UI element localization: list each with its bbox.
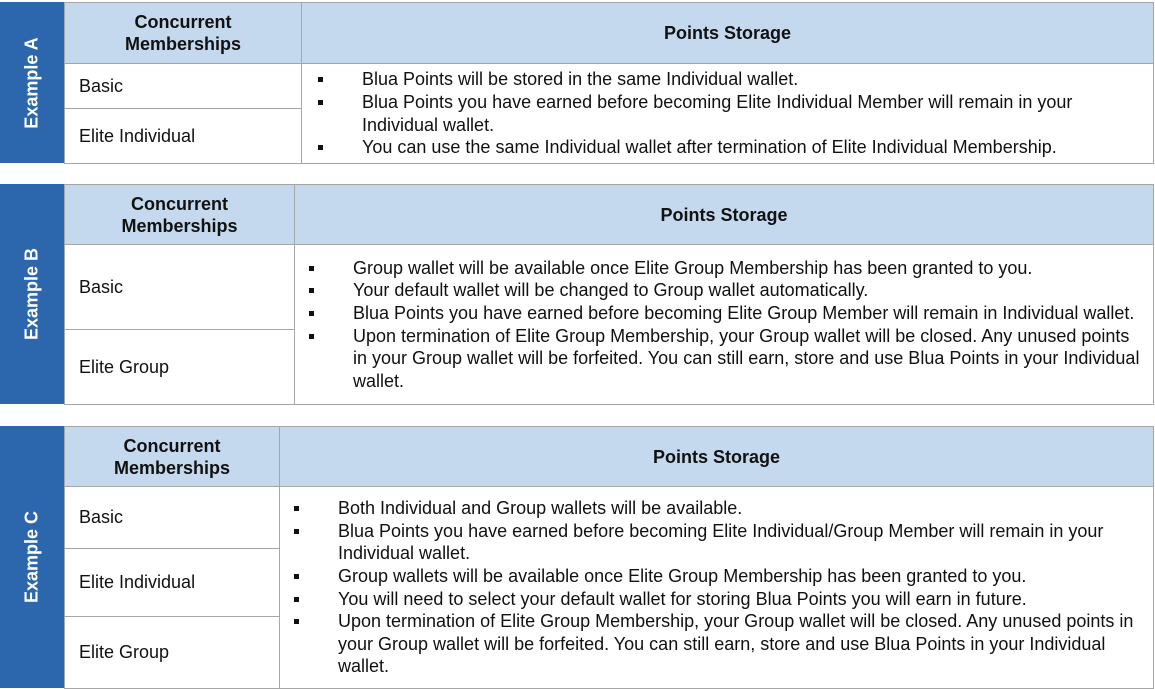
membership-cell: Elite Individual	[65, 549, 280, 617]
membership-cell: Basic	[65, 64, 302, 109]
example-b-side-label	[0, 184, 64, 404]
example-b-table	[64, 184, 1154, 405]
col-header-memberships: Concurrent Memberships	[65, 427, 280, 487]
list-item: Upon termination of Elite Group Membership, your Group wallet will be closed. Any unused points in your Group wallet will be forfeited. You can still earn, store and use Blua Points in your Individual wallet.	[338, 610, 1143, 678]
example-c-side-label	[0, 426, 64, 688]
col-header-storage: Points Storage	[302, 3, 1154, 64]
example-b-label: Example B	[21, 247, 42, 341]
list-item: Your default wallet will be changed to Group wallet automatically.	[353, 279, 1143, 302]
membership-cell: Basic	[65, 487, 280, 549]
example-a-table	[64, 2, 1154, 164]
list-item: Both Individual and Group wallets will be available.	[338, 497, 1143, 520]
list-item: You will need to select your default wallet for storing Blua Points you will earn in future.	[338, 588, 1143, 611]
example-a-block	[0, 2, 1155, 163]
list-item: Blua Points will be stored in the same Individual wallet.	[362, 68, 1143, 91]
example-c-label: Example C	[21, 510, 42, 604]
points-list	[280, 497, 1153, 678]
list-item: You can use the same Individual wallet after termination of Elite Individual Membership.	[362, 136, 1143, 159]
membership-cell: Elite Group	[65, 330, 295, 405]
example-a-side-label	[0, 2, 64, 163]
example-c-table	[64, 426, 1154, 689]
membership-cell: Elite Individual	[65, 109, 302, 164]
list-item: Blua Points you have earned before becoming Elite Group Member will remain in Individual wallet.	[353, 302, 1143, 325]
col-header-storage: Points Storage	[280, 427, 1154, 487]
list-item: Group wallets will be available once Elite Group Membership has been granted to you.	[338, 565, 1143, 588]
points-cell	[295, 245, 1154, 405]
membership-cell: Elite Group	[65, 617, 280, 689]
list-item: Blua Points you have earned before becoming Elite Individual Member will remain in your Individual wallet.	[362, 91, 1143, 136]
points-cell	[280, 487, 1154, 689]
points-cell	[302, 64, 1154, 164]
points-list	[295, 257, 1153, 393]
list-item: Upon termination of Elite Group Membership, your Group wallet will be closed. Any unused points in your Group wallet will be forfeited. You can still earn, store and use Blua Points in your Individual wallet.	[353, 325, 1143, 393]
list-item: Blua Points you have earned before becoming Elite Individual/Group Member will remain in your Individual wallet.	[338, 520, 1143, 565]
col-header-memberships: Concurrent Memberships	[65, 3, 302, 64]
list-item: Group wallet will be available once Elite Group Membership has been granted to you.	[353, 257, 1143, 280]
example-b-block	[0, 184, 1155, 404]
example-c-block	[0, 426, 1155, 688]
example-a-label: Example A	[21, 36, 42, 129]
col-header-storage: Points Storage	[295, 185, 1154, 245]
membership-cell: Basic	[65, 245, 295, 330]
points-list	[302, 68, 1153, 158]
col-header-memberships: Concurrent Memberships	[65, 185, 295, 245]
